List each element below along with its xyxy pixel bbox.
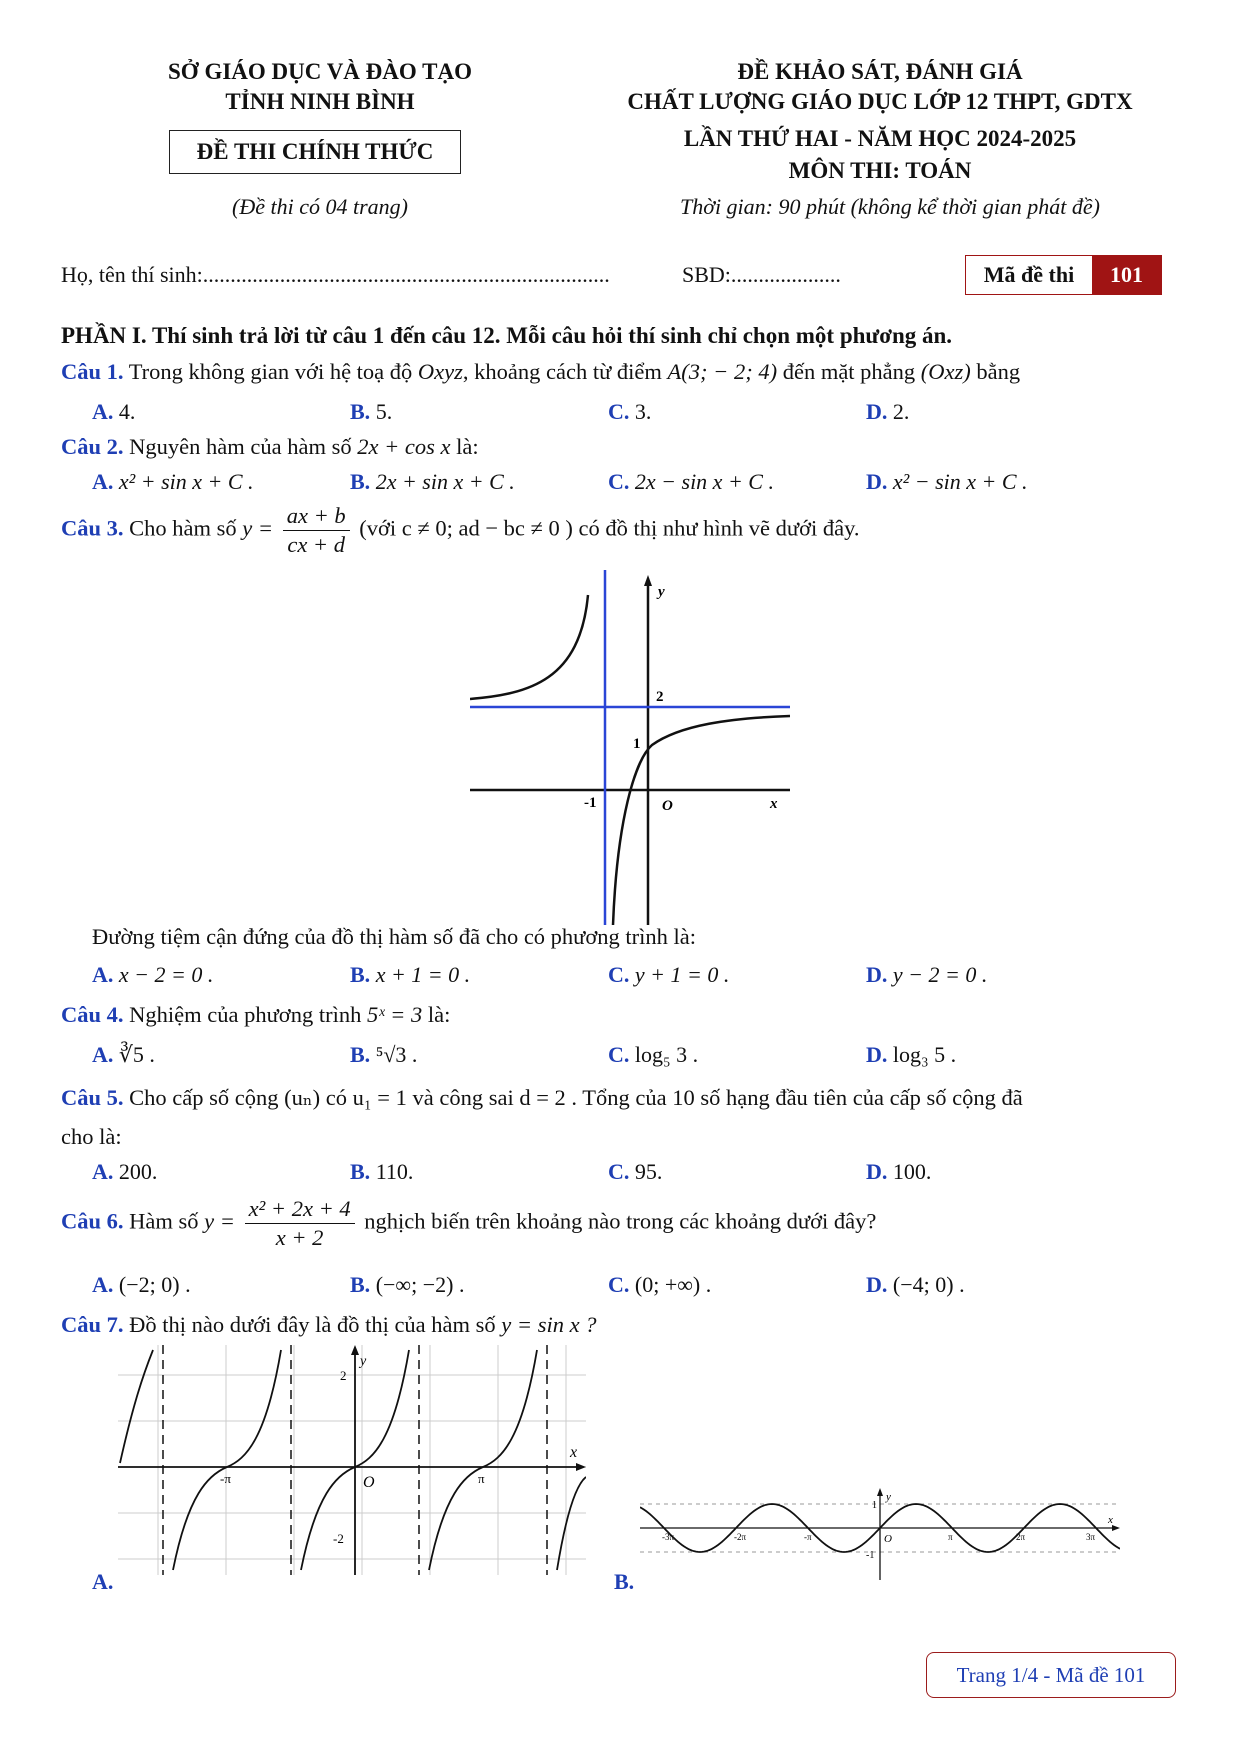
q5-option-d[interactable]: D. 100. — [866, 1159, 932, 1184]
q7a-origin-label: O — [363, 1474, 375, 1491]
q7-graph-a — [118, 1345, 586, 1575]
q7-option-a[interactable]: A. — [92, 1569, 114, 1594]
q7a-y-label: y — [360, 1354, 367, 1369]
q7b-y-label: y — [886, 1491, 891, 1503]
sbd-field[interactable]: SBD:.................... — [682, 262, 841, 287]
q1-point: A(3; − 2; 4) — [667, 359, 778, 384]
q5-option-b[interactable]: B. 110. — [350, 1159, 414, 1184]
q3-fraction: $\frac{ax + b}{cx + d}$ — [283, 502, 350, 559]
exam-code-label: Mã đề thi — [983, 262, 1075, 287]
candidate-name-field[interactable]: Họ, tên thí sinh:.......................................................................... — [61, 262, 610, 287]
q6-option-a[interactable]: A. (−2; 0) . — [92, 1272, 191, 1297]
q3-left-branch — [470, 595, 588, 699]
q3-tail: có đồ thị như hình vẽ dưới đây. — [578, 515, 860, 541]
q6-y-eq: y = — [204, 1208, 235, 1234]
question-5 — [61, 1083, 1181, 1113]
q7b-x-label: x — [1108, 1514, 1113, 1526]
q3-x-label: x — [770, 796, 778, 812]
q2-text: Nguyên hàm của hàm số — [129, 434, 352, 459]
time-note: Thời gian: 90 phút (không kể thời gian phát đề) — [679, 194, 1101, 219]
q1-option-c[interactable]: C. 3. — [608, 399, 652, 424]
q7-number: Câu 7. — [61, 1312, 124, 1337]
q7b-tick-mpi: -π — [804, 1532, 812, 1542]
exam-title-1: ĐỀ KHẢO SÁT, ĐÁNH GIÁ — [737, 59, 1023, 84]
q1-option-d[interactable]: D. 2. — [866, 399, 910, 424]
q7b-label-minus1: -1 — [866, 1550, 875, 1561]
q6-option-d[interactable]: D. (−4; 0) . — [866, 1272, 965, 1297]
q1-option-a[interactable]: A. 4. — [92, 399, 136, 424]
q6-text: Hàm số — [129, 1208, 199, 1234]
province-name: TỈNH NINH BÌNH — [225, 89, 415, 114]
q7b-label-1: 1 — [872, 1500, 877, 1511]
subject: MÔN THI: TOÁN — [788, 158, 972, 183]
question-4 — [61, 1000, 450, 1030]
question-1 — [61, 357, 1020, 387]
official-box: ĐỀ THI CHÍNH THỨC — [169, 130, 461, 174]
q4-option-b[interactable]: B. ⁵√3 . — [350, 1042, 418, 1067]
q7a-label-minus-pi: -π — [220, 1471, 231, 1486]
q5-option-c[interactable]: C. 95. — [608, 1159, 663, 1184]
q6-option-b[interactable]: B. (−∞; −2) . — [350, 1272, 465, 1297]
exam-title-3: LẦN THỨ HAI - NĂM HỌC 2024-2025 — [683, 126, 1077, 151]
q2-tail: là: — [456, 434, 479, 459]
q6-fraction: $\frac{\text{x² + 2x + 4}}{x + 2}$ — [245, 1195, 355, 1252]
q1-text-c: đến mặt phẳng — [782, 359, 916, 384]
exam-title-2: CHẤT LƯỢNG GIÁO DỤC LỚP 12 THPT, GDTX — [627, 89, 1133, 114]
q7b-tick-3pi: 3π — [1086, 1532, 1096, 1542]
q1-plane: (Oxz) — [920, 359, 971, 384]
q3-option-b[interactable]: B. x + 1 = 0 . — [350, 962, 471, 987]
q5-line1: Cho cấp số cộng (uₙ) có u₁ = 1 và công sai d = 2 . Tổng của 10 số hạng đầu tiên của cấp số cộng đã — [129, 1085, 1023, 1110]
q7-option-b[interactable]: B. — [614, 1569, 635, 1594]
q1-text-b: , khoảng cách từ điểm — [462, 359, 662, 384]
q3-text: Cho hàm số — [129, 515, 237, 541]
q4-tail: là: — [427, 1002, 451, 1027]
q3-origin-label: O — [662, 798, 673, 814]
q4-option-a[interactable]: A. ∛5 . — [92, 1042, 155, 1067]
q2-option-b[interactable]: B. 2x + sin x + C . — [350, 469, 515, 494]
q1-option-b[interactable]: B. 5. — [350, 399, 393, 424]
q4-number: Câu 4. — [61, 1002, 124, 1027]
q7b-tick-m3pi: -3π — [662, 1532, 675, 1542]
q7-graph-b — [640, 1488, 1120, 1580]
q5-line2: cho là: — [61, 1124, 122, 1149]
q7a-x-label: x — [570, 1444, 578, 1461]
q7-func: y = sin x ? — [501, 1312, 597, 1337]
section-title: PHẦN I. Thí sinh trả lời từ câu 1 đến câu 12. Mỗi câu hỏi thí sinh chỉ chọn một phương án. — [61, 323, 953, 348]
question-3 — [61, 502, 860, 559]
q7b-tick-m2pi: -2π — [734, 1532, 747, 1542]
q3-label-minus1: -1 — [584, 795, 597, 811]
q3-y-eq: y = — [242, 515, 274, 541]
q5-number: Câu 5. — [61, 1085, 124, 1110]
q3-y-label: y — [658, 584, 665, 600]
q7b-tick-pi: π — [948, 1532, 953, 1542]
q2-option-c[interactable]: C. 2x − sin x + C . — [608, 469, 774, 494]
q6-number: Câu 6. — [61, 1208, 124, 1234]
q3-number: Câu 3. — [61, 515, 124, 541]
q3-question: Đường tiệm cận đứng của đồ thị hàm số đã cho có phương trình là: — [92, 924, 697, 949]
dept-name: SỞ GIÁO DỤC VÀ ĐÀO TẠO — [168, 59, 472, 84]
q4-option-d[interactable]: D. log₃ 5 . — [866, 1042, 957, 1067]
q1-oxyz: Oxyz — [417, 359, 463, 384]
q3-label-1: 1 — [633, 736, 641, 752]
q5-option-a[interactable]: A. 200. — [92, 1159, 158, 1184]
q7a-label-2: 2 — [340, 1368, 347, 1383]
q1-text-d: bằng — [976, 359, 1021, 384]
question-7 — [61, 1310, 596, 1340]
q2-option-a[interactable]: A. x² + sin x + C . — [92, 469, 254, 494]
q7a-label-pi: π — [478, 1471, 485, 1486]
q1-number: Câu 1. — [61, 359, 124, 384]
exam-code-box — [965, 255, 1162, 295]
q4-text: Nghiệm của phương trình — [129, 1002, 362, 1027]
q3-option-d[interactable]: D. y − 2 = 0 . — [866, 962, 988, 987]
question-6 — [61, 1195, 876, 1252]
q3-condition: (với c ≠ 0; ad − bc ≠ 0 ) — [359, 515, 573, 541]
q4-option-c[interactable]: C. log₅ 3 . — [608, 1042, 699, 1067]
q2-option-d[interactable]: D. x² − sin x + C . — [866, 469, 1028, 494]
q3-graph — [470, 570, 800, 925]
q6-option-c[interactable]: C. (0; +∞) . — [608, 1272, 712, 1297]
question-2 — [61, 432, 479, 462]
q7b-tick-2pi: 2π — [1016, 1532, 1026, 1542]
q3-option-c[interactable]: C. y + 1 = 0 . — [608, 962, 730, 987]
q7-text: Đồ thị nào dưới đây là đồ thị của hàm số — [129, 1312, 496, 1337]
pages-note: (Đề thi có 04 trang) — [232, 194, 408, 219]
q4-equation: 5ˣ = 3 — [366, 1002, 423, 1027]
q7b-origin-label: O — [884, 1533, 892, 1545]
q3-label-2: 2 — [656, 689, 664, 705]
exam-code-value: 101 — [1092, 256, 1161, 294]
q6-tail: nghịch biến trên khoảng nào trong các khoảng dưới đây? — [364, 1208, 877, 1234]
q1-text-a: Trong không gian với hệ toạ độ — [128, 359, 413, 384]
q2-number: Câu 2. — [61, 434, 124, 459]
page-footer: Trang 1/4 - Mã đề 101 — [926, 1652, 1176, 1698]
q2-func: 2x + cos x — [357, 434, 451, 459]
q3-option-a[interactable]: A. x − 2 = 0 . — [92, 962, 214, 987]
q7a-label-minus2: -2 — [333, 1531, 344, 1546]
